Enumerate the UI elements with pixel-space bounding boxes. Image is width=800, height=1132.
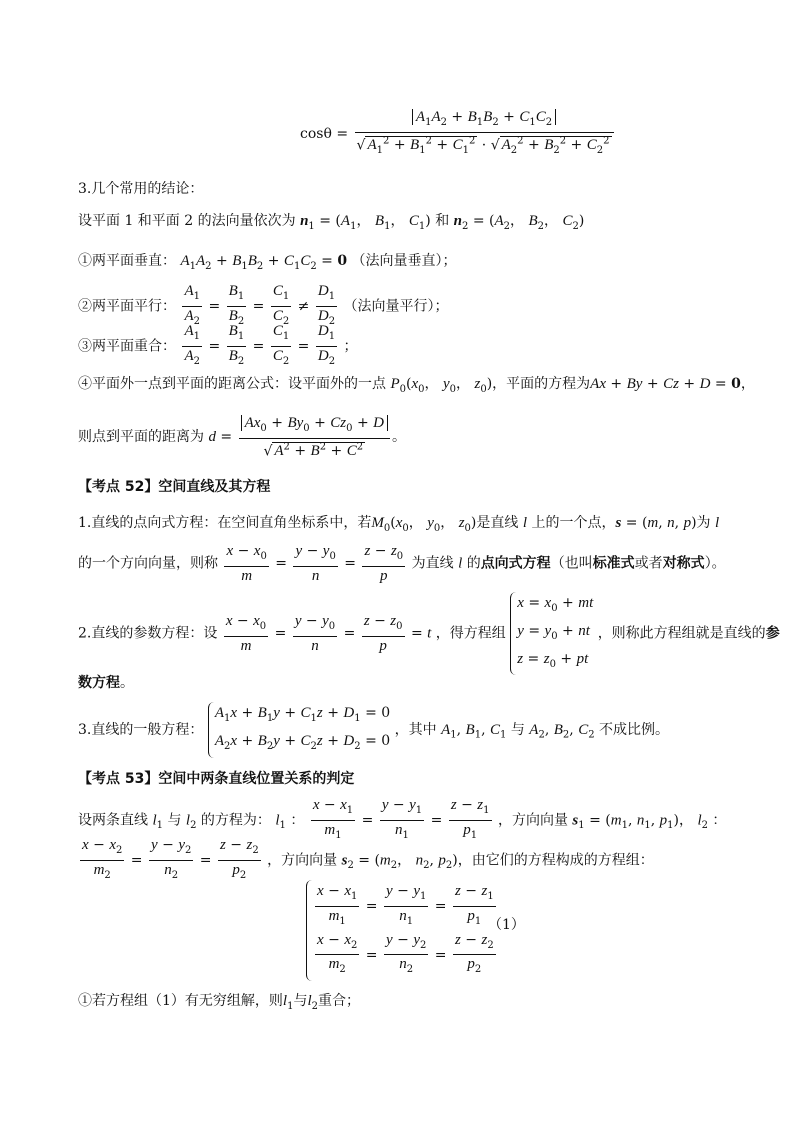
p53-line2: $\frac{x - x_2}{m_2}$ = $\frac{y - y_2}{n_2}$ = $\frac{z - z_2}{p_2}$ ，方向向量 $s_2 = (m_2$， $n_2$, $p_2$)，由它们的方程构成的方程组： <box>82 837 654 881</box>
p53-f: ，方向向量 <box>267 852 338 869</box>
item3-end: ； <box>343 338 358 355</box>
p53-d: ，方向向量 <box>497 812 568 829</box>
p52-1b: 是直线 <box>476 515 519 531</box>
p52-2c: ，则称此方程组就是直线的 <box>597 625 766 642</box>
p53-c: 的方程为： <box>200 812 271 829</box>
two-line-system: $\frac{x - x_1}{m_1}$ = $\frac{y - y_1}{n_1}$ = $\frac{z - z_1}{p_1}$ $\frac{x - x_2}{m_2}$ = $\frac{y - y_2}{n_2}$ = $\frac{z - z_2}{p_2}$ <box>306 880 498 981</box>
p52-1m: ）。 <box>704 555 726 572</box>
kp52-title: 【考点 52】空间直线及其方程 <box>78 479 271 495</box>
fraction: $\frac{A_1A_2 + B_1B_2 + C_1C_2}{√ A_1^2 + B_1^2 + C_1^2 \cdot √ A_2^2 + B_2^2 + C_2^2}$ <box>355 108 614 160</box>
item-distance: ④平面外一点到平面的距离公式：设平面外的一点 $P_0(x_0$， $y_0$， $z_0$)，平面的方程为Ax + By + Cz + D = 0， <box>78 376 755 395</box>
item4-line2: 则点到平面的距离为 <box>78 429 204 446</box>
p52-3: 3.直线的一般方程： $A_1x + B_1y + C_1z + D_1 = 0$ $A_2x + B_2y + C_2z + D_2 = 0$ ，其中 $A_1$, $B_1$, $C_1$ 与 $A_2$, $B_2$, $C_2$ 不成比例。 <box>78 702 669 758</box>
p52-2f: 。 <box>120 675 134 691</box>
p53-line1: 设两条直线 $l_1$ 与 $l_2$ 的方程为： $l_1$ ： $\frac{x - x_1}{m_1}$ = $\frac{y - y_1}{n_1}$ = $\frac{z - z_1}{p_1}$ ，方向向量 $s_1 = (m_1$, $n_1$, $p_1$)， $l_2$ ： <box>78 797 727 841</box>
p52-1j: 标准式 <box>592 555 635 572</box>
section3-intro: 设平面 1 和平面 2 的法向量依次为 $n_1 = (A_1$， $B_1$， $C_1$) 和 $n_2 = (A_2$， $B_2$， $C_2$) <box>78 213 585 232</box>
cos-theta-formula <box>300 108 616 160</box>
item4-line2-end: 。 <box>391 429 406 446</box>
and-text: 和 <box>435 213 450 229</box>
p52-3c: 与 <box>510 721 525 738</box>
p53-g: ，由它们的方程构成的方程组： <box>457 852 654 869</box>
kp53-title: 【考点 53】空间中两条直线位置关系的判定 <box>78 771 355 787</box>
p52-3d: 不成比例。 <box>599 721 670 738</box>
item4-label: ④平面外一点到平面的距离公式：设平面外的一点 <box>78 376 386 392</box>
last-line-b: 与 <box>293 993 308 1009</box>
p52-1k: 或者 <box>634 555 663 572</box>
p52-2a: 2.直线的参数方程：设 <box>78 625 218 642</box>
p53-a: 设两条直线 <box>78 812 148 829</box>
item2-label: ②两平面平行： <box>78 298 176 315</box>
p52-1d: 为 <box>696 515 711 531</box>
item4-end: ， <box>740 376 755 392</box>
item1-label: ①两平面垂直： <box>78 253 176 269</box>
item-coincide: ③两平面重合： $\frac{A_1}{A_2}$ = $\frac{B_1}{B_2}$ = $\frac{C_1}{C_2}$ = $\frac{D_1}{D_2}$ ； <box>78 323 358 367</box>
item4-mid: ，平面的方程为 <box>492 376 591 392</box>
equation-tag: （1） <box>488 917 525 933</box>
distance-formula: 则点到平面的距离为 d = $\frac{Ax_0 + By_0 + Cz_0 + D}{√ A^2 + B^2 + C^2}$ 。 <box>78 415 406 460</box>
last-line-a: ①若方程组（1）有无穷组解，则 <box>78 993 283 1009</box>
p52-1g: 的 <box>466 555 481 572</box>
p53-b: 与 <box>167 812 182 829</box>
intro-text: 设平面 1 和平面 2 的法向量依次为 <box>78 213 296 229</box>
p52-1h: 点向式方程 <box>480 555 551 572</box>
p52-1c: 上的一个点， <box>531 515 616 531</box>
last-line: ①若方程组（1）有无穷组解，则$l_1$与$l_2$重合； <box>78 993 361 1012</box>
p52-3b: ，其中 <box>394 721 437 738</box>
p52-1i: （也叫 <box>550 555 593 572</box>
p53-e: ， <box>678 812 693 829</box>
p52-2e: 数方程 <box>78 675 120 691</box>
p52-1-line1: 1.直线的点向式方程：在空间直角坐标系中，若$M_0(x_0$， $y_0$， $z_0$)是直线 l 上的一个点，s = (m, n, p)为 l <box>78 515 720 534</box>
item-parallel: ②两平面平行： $\frac{A_1}{A_2}$ = $\frac{B_1}{B_2}$ = $\frac{C_1}{C_2}$ ≠ $\frac{D_1}{D_2}$ （法向量平行）； <box>78 283 449 327</box>
p52-2-line1: 2.直线的参数方程：设 $\frac{x - x_0}{m}$ = $\frac{y - y_0}{n}$ = $\frac{z - z_0}{p}$ = t ，得方程组 $x = x_0$ + mt $y = y_0$ + nt $z = z_0$ + pt ，则称此方程组就是直线的参 <box>78 592 780 675</box>
item-perpendicular: ①两平面垂直： $A_1A_2 + B_1B_2 + C_1C_2 = 0$ （法向量垂直）； <box>78 253 457 272</box>
p52-2d: 参 <box>765 625 780 642</box>
parametric-system: $x = x_0$ + mt $y = y_0$ + nt $z = z_0$ + pt <box>510 592 593 675</box>
p52-1a: 1.直线的点向式方程：在空间直角坐标系中，若 <box>78 515 372 531</box>
item2-note: （法向量平行）； <box>343 298 449 315</box>
last-line-c: 重合； <box>318 993 361 1009</box>
general-system: $A_1x + B_1y + C_1z + D_1 = 0$ $A_2x + B_2y + C_2z + D_2 = 0$ <box>208 702 390 758</box>
p52-1e: 的一个方向向量，则称 <box>78 555 218 572</box>
p52-3a: 3.直线的一般方程： <box>78 721 204 738</box>
item3-label: ③两平面重合： <box>78 338 176 355</box>
system-1 <box>306 880 498 981</box>
item1-note: （法向量垂直）； <box>351 253 457 269</box>
p52-2b: ，得方程组 <box>435 625 506 642</box>
p52-1f: 为直线 <box>411 555 454 572</box>
section3-title: 3.几个常用的结论： <box>78 181 204 197</box>
formula-lhs: cosθ = <box>300 126 349 143</box>
p52-1-line2: 的一个方向向量，则称 $\frac{x - x_0}{m}$ = $\frac{y - y_0}{n}$ = $\frac{z - z_0}{p}$ 为直线 l 的点向式方程（也叫标准式或者对称式）。 <box>78 543 726 584</box>
p52-2-line2 <box>78 672 134 692</box>
p52-1l: 对称式 <box>662 555 705 572</box>
